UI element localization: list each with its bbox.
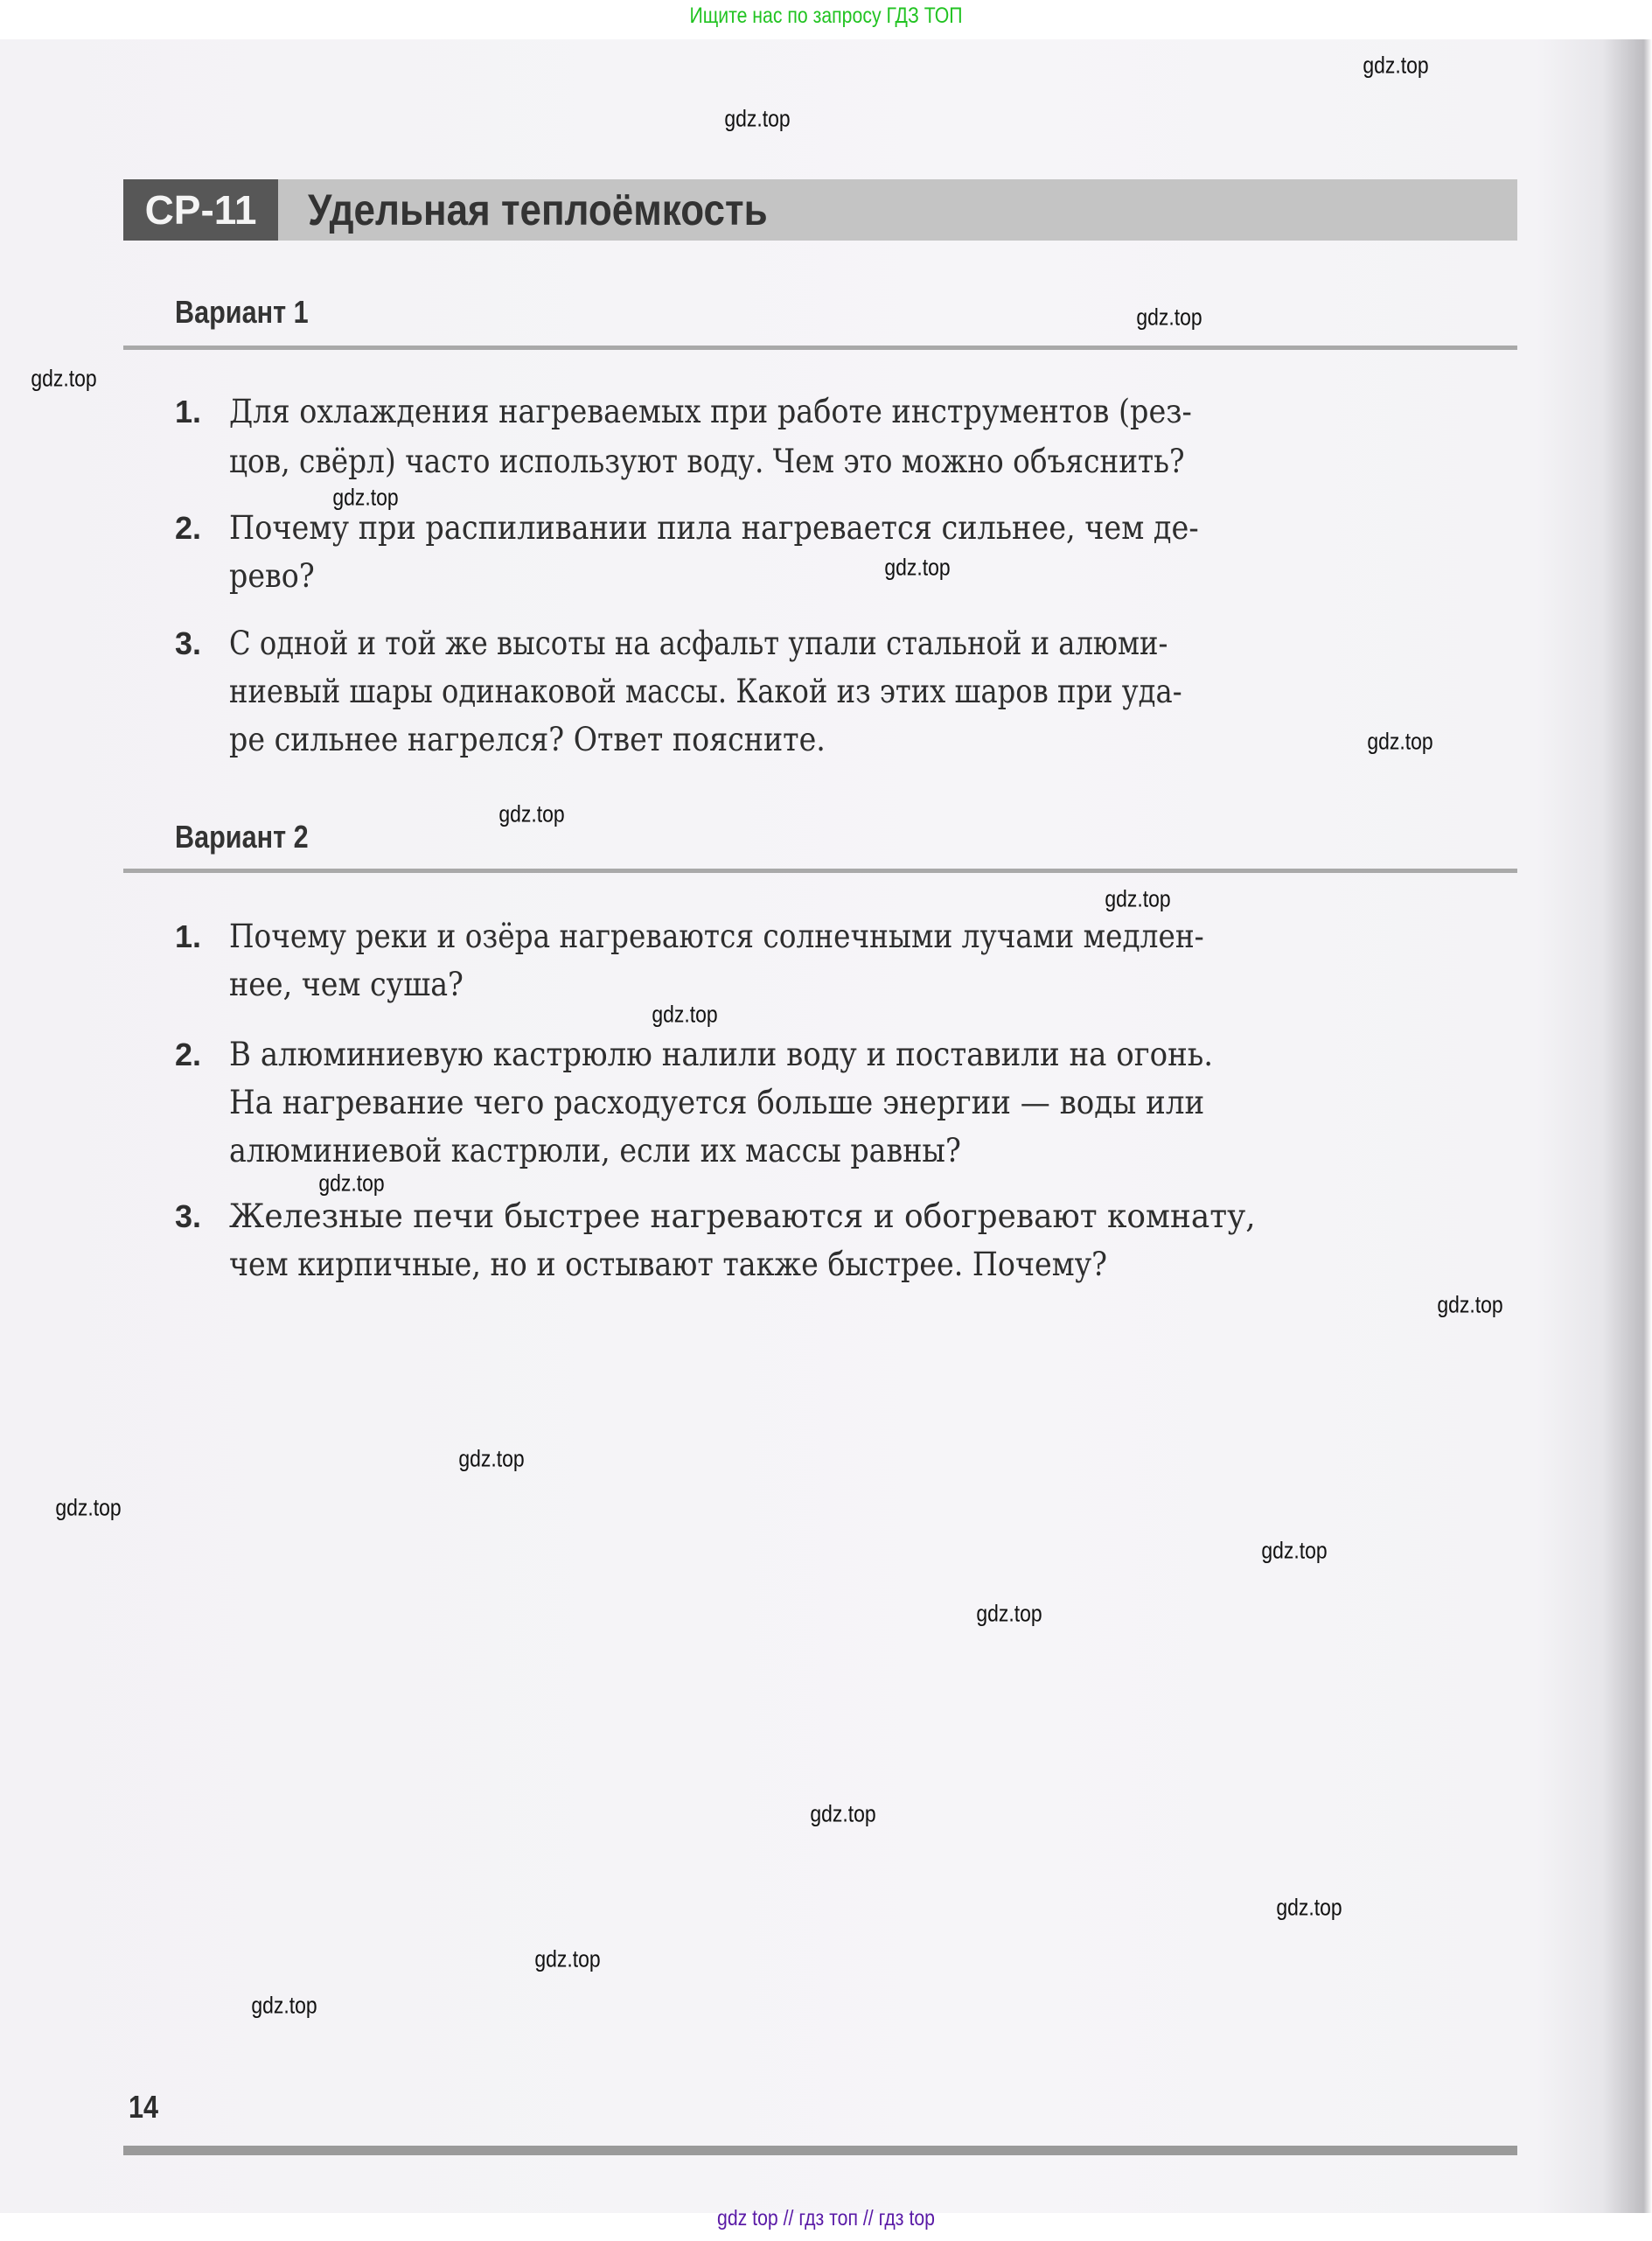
question-number: 2. (175, 510, 202, 546)
watermark: gdz.top (1276, 1894, 1342, 1921)
watermark: gdz.top (1367, 728, 1433, 755)
watermark: gdz.top (251, 1992, 317, 2019)
footer-links[interactable]: gdz top // гдз топ // гдз top (717, 2206, 935, 2231)
watermark: gdz.top (1105, 885, 1171, 912)
section-code: СР-11 (123, 179, 278, 241)
watermark: gdz.top (884, 554, 951, 581)
watermark: gdz.top (318, 1169, 385, 1197)
page-number: 14 (129, 2089, 159, 2125)
question-number: 2. (175, 1037, 202, 1072)
variant-2-divider (123, 869, 1517, 873)
watermark: gdz.top (652, 1001, 718, 1028)
watermark: gdz.top (458, 1445, 525, 1472)
question-number: 3. (175, 1198, 202, 1234)
question-text-line: цов, свёрл) часто используют воду. Чем это можно объяснить? (229, 443, 1185, 480)
variant-1-divider (123, 346, 1517, 350)
question-number: 1. (175, 394, 202, 429)
question-text-line: Почему реки и озёра нагреваются солнечными лучами медлен- (229, 918, 1204, 955)
variant-2-heading: Вариант 2 (175, 819, 309, 855)
question-number: 1. (175, 918, 202, 954)
watermark: gdz.top (534, 1945, 601, 1972)
question-text-line: Для охлаждения нагреваемых при работе инструментов (рез- (229, 393, 1192, 430)
question-text-line: нее, чем суша? (229, 966, 464, 1003)
variant-1-heading: Вариант 1 (175, 294, 309, 330)
watermark: gdz.top (332, 484, 399, 511)
watermark: gdz.top (31, 365, 97, 392)
watermark: gdz.top (1136, 304, 1202, 331)
question-text-line: В алюминиевую кастрюлю налили воду и поставили на огонь. (229, 1036, 1214, 1073)
question-number: 3. (175, 625, 202, 661)
question-text-line: ниевый шары одинаковой массы. Какой из этих шаров при уда- (229, 673, 1182, 710)
watermark: gdz.top (724, 105, 791, 132)
watermark: gdz.top (976, 1600, 1042, 1627)
question-text-line: алюминиевой кастрюли, если их массы равны? (229, 1132, 961, 1169)
watermark: gdz.top (498, 800, 565, 827)
watermark: gdz.top (1363, 52, 1429, 79)
section-title: Удельная теплоёмкость (308, 185, 768, 234)
question-text-line: С одной и той же высоты на асфальт упали стальной и алюми- (229, 625, 1168, 662)
watermark: gdz.top (1437, 1291, 1503, 1318)
top-banner-text[interactable]: Ищите нас по запросу ГДЗ ТОП (689, 3, 963, 28)
watermark: gdz.top (1261, 1537, 1328, 1564)
page-bottom-rule (123, 2146, 1517, 2155)
question-text-line: Железные печи быстрее нагреваются и обогревают комнату, (229, 1197, 1256, 1235)
question-text-line: На нагревание чего расходуется больше энергии — воды или (229, 1084, 1205, 1121)
watermark: gdz.top (55, 1494, 122, 1521)
question-text-line: Почему при распиливании пила нагревается сильнее, чем де- (229, 509, 1199, 547)
question-text-line: ре сильнее нагрелся? Ответ поясните. (229, 721, 826, 758)
watermark: gdz.top (810, 1800, 876, 1827)
question-text-line: рево? (229, 557, 315, 595)
question-text-line: чем кирпичные, но и остывают также быстрее. Почему? (229, 1246, 1108, 1283)
